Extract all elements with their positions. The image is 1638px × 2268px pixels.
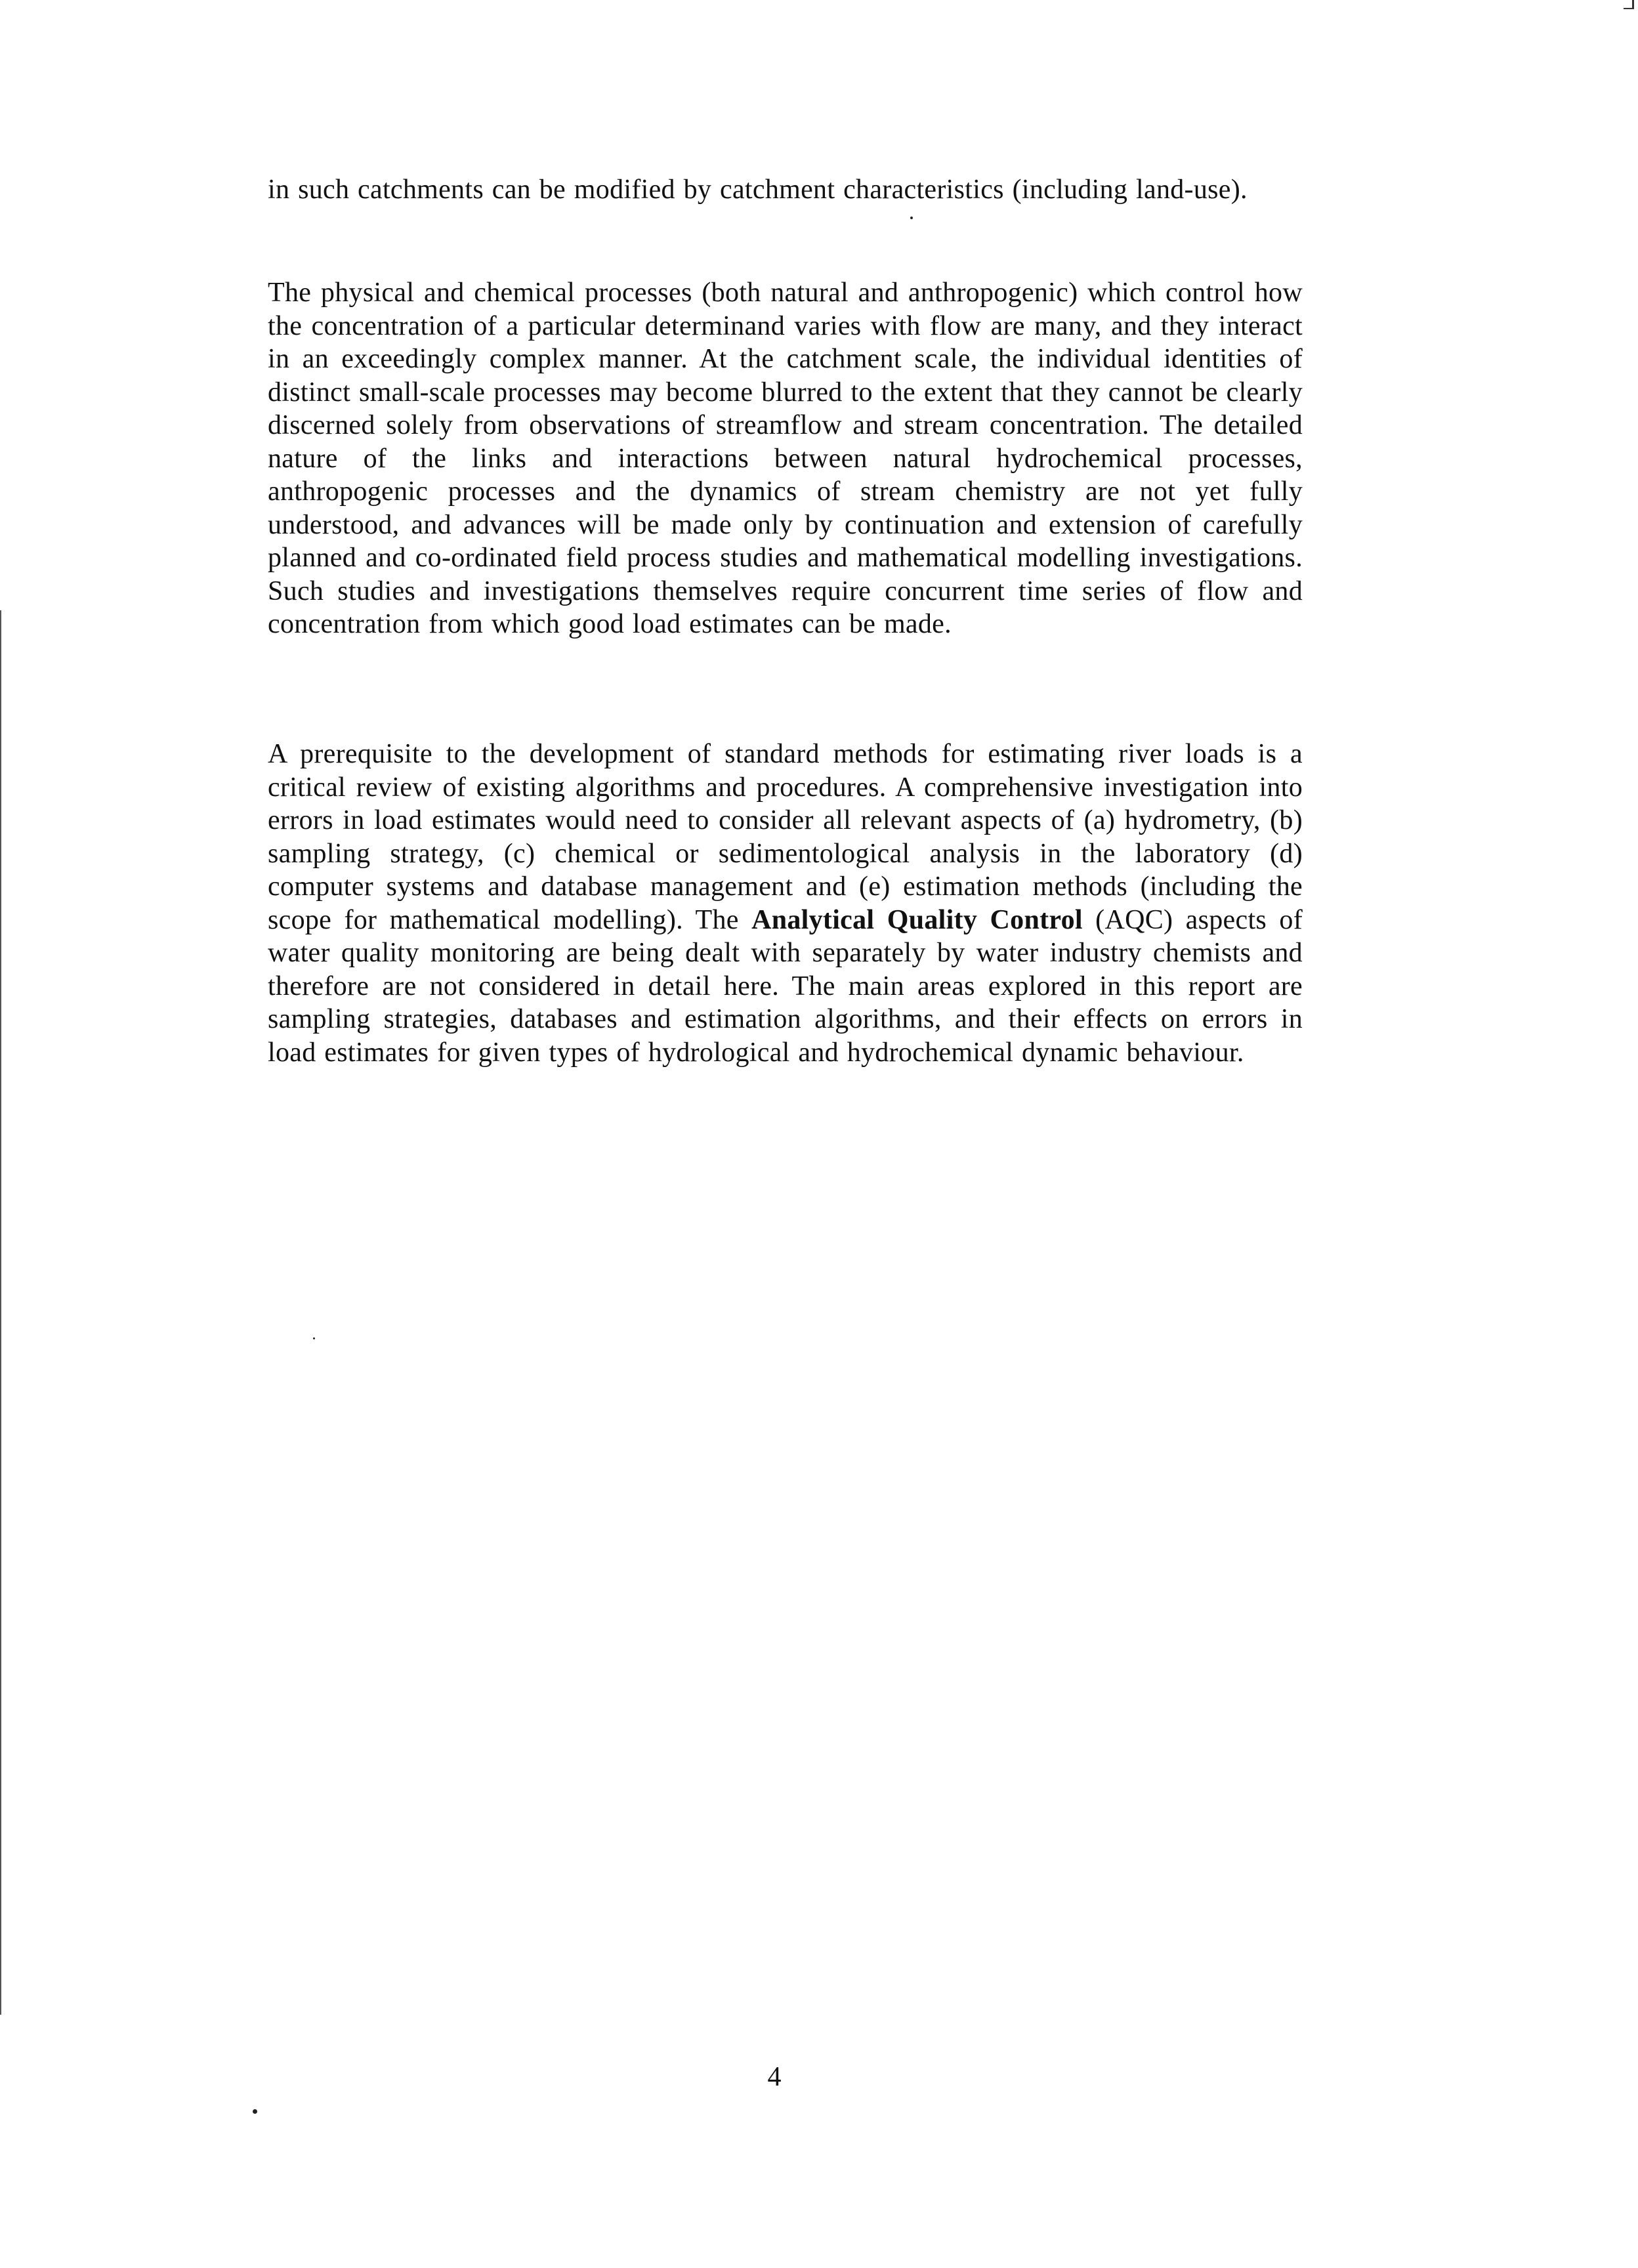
- paragraph-3: [268, 738, 1303, 1069]
- paragraph-2: The physical and chemical processes (both natural and anthropogenic) which control how the concentration of a particular determinand varies with flow are many, and they interact in an exceedingly complex manner. At the catchment scale, the individual identities of distinct small-scale processes may become blurred to the extent that they cannot be clearly discerned solely from observations of streamflow and stream concentration. The detailed nature of the links and interactions between natural hydrochemical processes, anthropogenic processes and the dynamics of stream chemistry are not yet fully understood, and advances will be made only by continuation and extension of carefully planned and co-ordinated field process studies and mathematical modelling investigations. Such studies and investigations themselves require concurrent time series of flow and concentration from which good load estimates can be made.: [268, 278, 1303, 639]
- scan-left-edge: [0, 610, 1, 2015]
- paragraph-3-text-before: A prerequisite to the development of standard methods for estimating river loads is a critical review of existing algorithms and procedures. A comprehensive investigation into errors in load estimates would need to consider all relevant aspects of (a) hydrometry, (b) sampling strategy, (c) chemical or sedimentological analysis in the laboratory (d) computer systems and database management and (e) estimation methods (including the scope for mathematical modelling). The: [268, 739, 1303, 935]
- paragraph-3-text-after: (AQC) aspects of water quality monitoring are being dealt with separately by water industry chemists and therefore are not considered in detail here. The main areas explored in this report are sampling strategies, databases and estimation algorithms, and their effects on errors in load estimates for given types of hydrological and hydrochemical dynamic behaviour.: [268, 904, 1303, 1068]
- scan-speck: [910, 217, 913, 219]
- page-number: 4: [767, 2062, 782, 2092]
- scan-edge-mark: [1624, 8, 1633, 9]
- aqc-term: Analytical Quality Control: [751, 904, 1083, 935]
- scan-speck: [253, 2109, 257, 2114]
- scan-speck: [313, 1337, 315, 1339]
- paragraph-1: in such catchments can be modified by catchment characteristics (including land-use).: [268, 175, 1248, 205]
